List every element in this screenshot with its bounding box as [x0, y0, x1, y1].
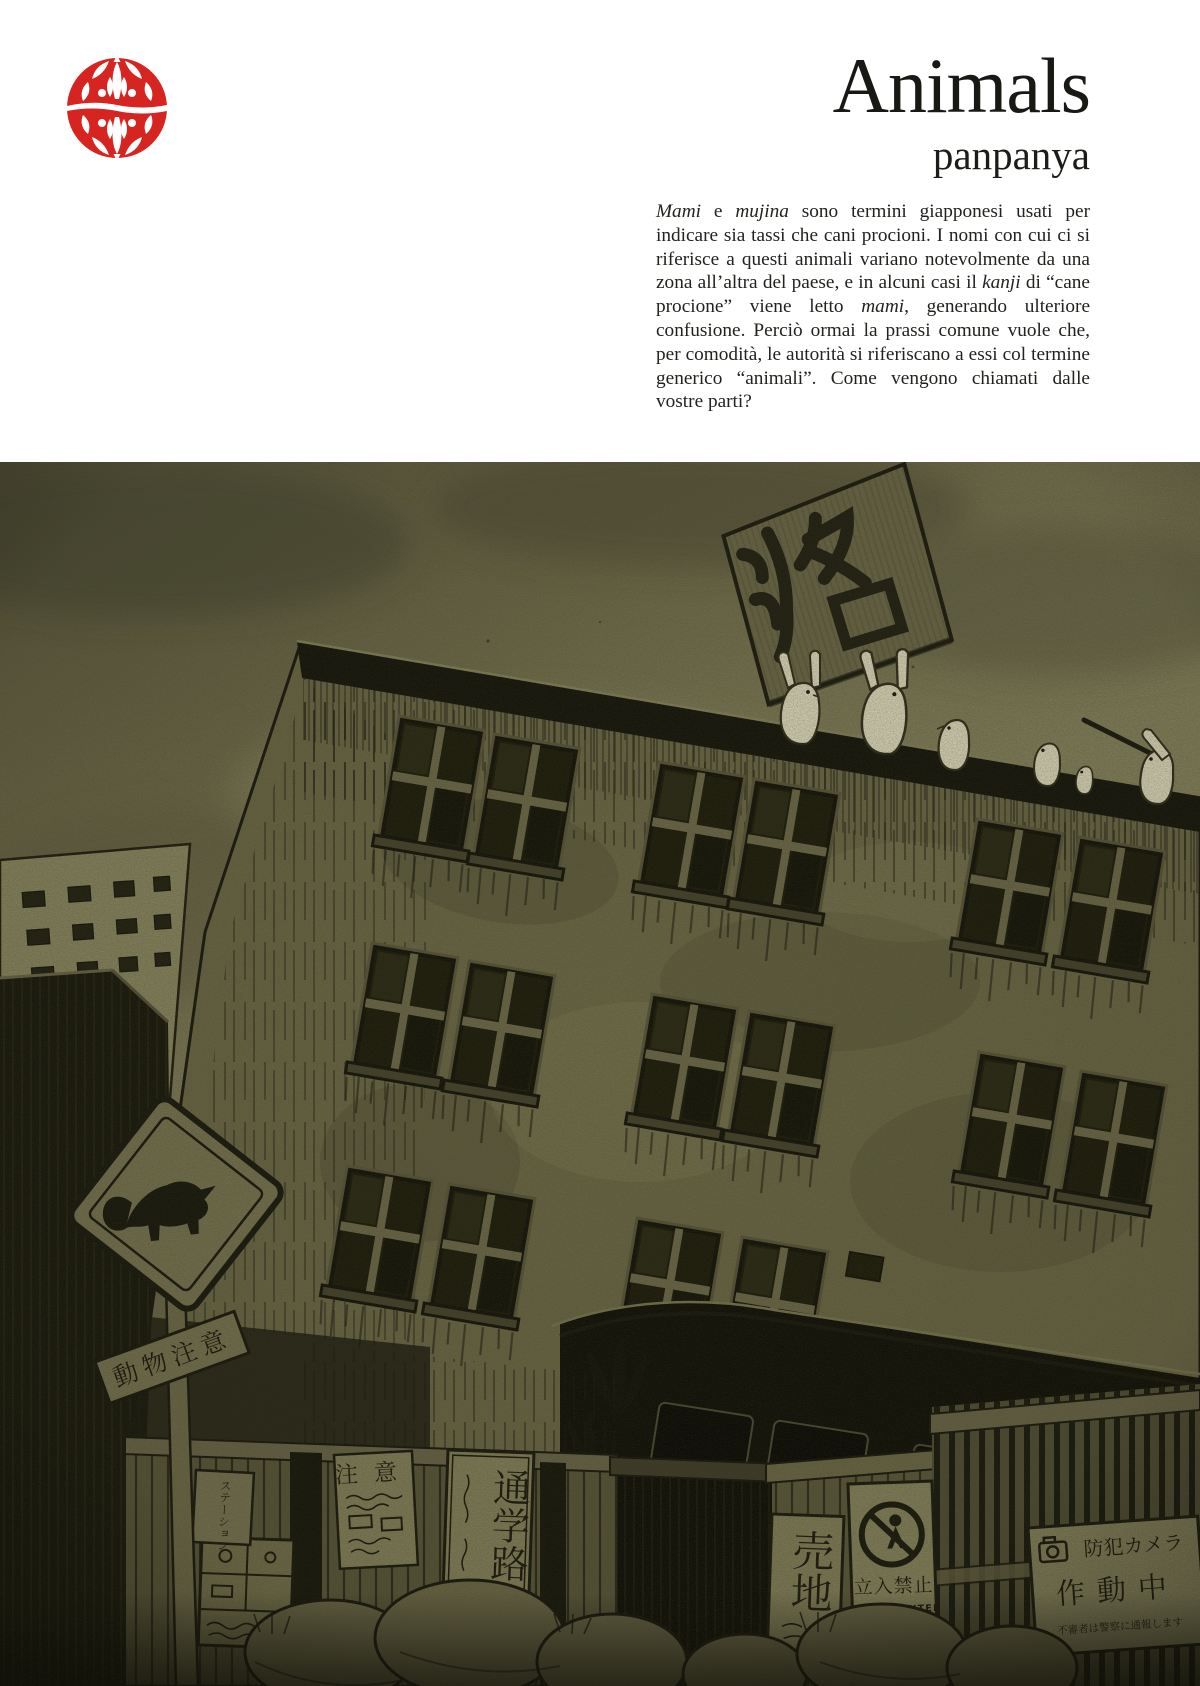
emblem-ornament: [67, 55, 167, 161]
title-block: [656, 40, 1090, 414]
page-title: Animals: [832, 42, 1090, 129]
intro-paragraph: Mami e mujina sono termini giapponesi usati per indicare sia tassi che cani procioni. I nomi con cui ci si riferisce a questi animali variano notevolmente da una zona all’altra del paese, e in alcuni casi il kanji di “cane procione” viene letto mami, generando ulteriore confusione. Perciò ormai la prassi comune vuole che, per comodità, le autorità si riferiscano a essi col termine generico “animali”. Come vengono chiamati dalle vostre parti?: [656, 201, 1091, 413]
publisher-emblem-icon: [64, 52, 170, 164]
author-name: panpanya: [932, 132, 1090, 178]
publisher-logo: [64, 52, 170, 164]
vignette: [0, 462, 1200, 1686]
cover-illustration: [0, 462, 1200, 1686]
